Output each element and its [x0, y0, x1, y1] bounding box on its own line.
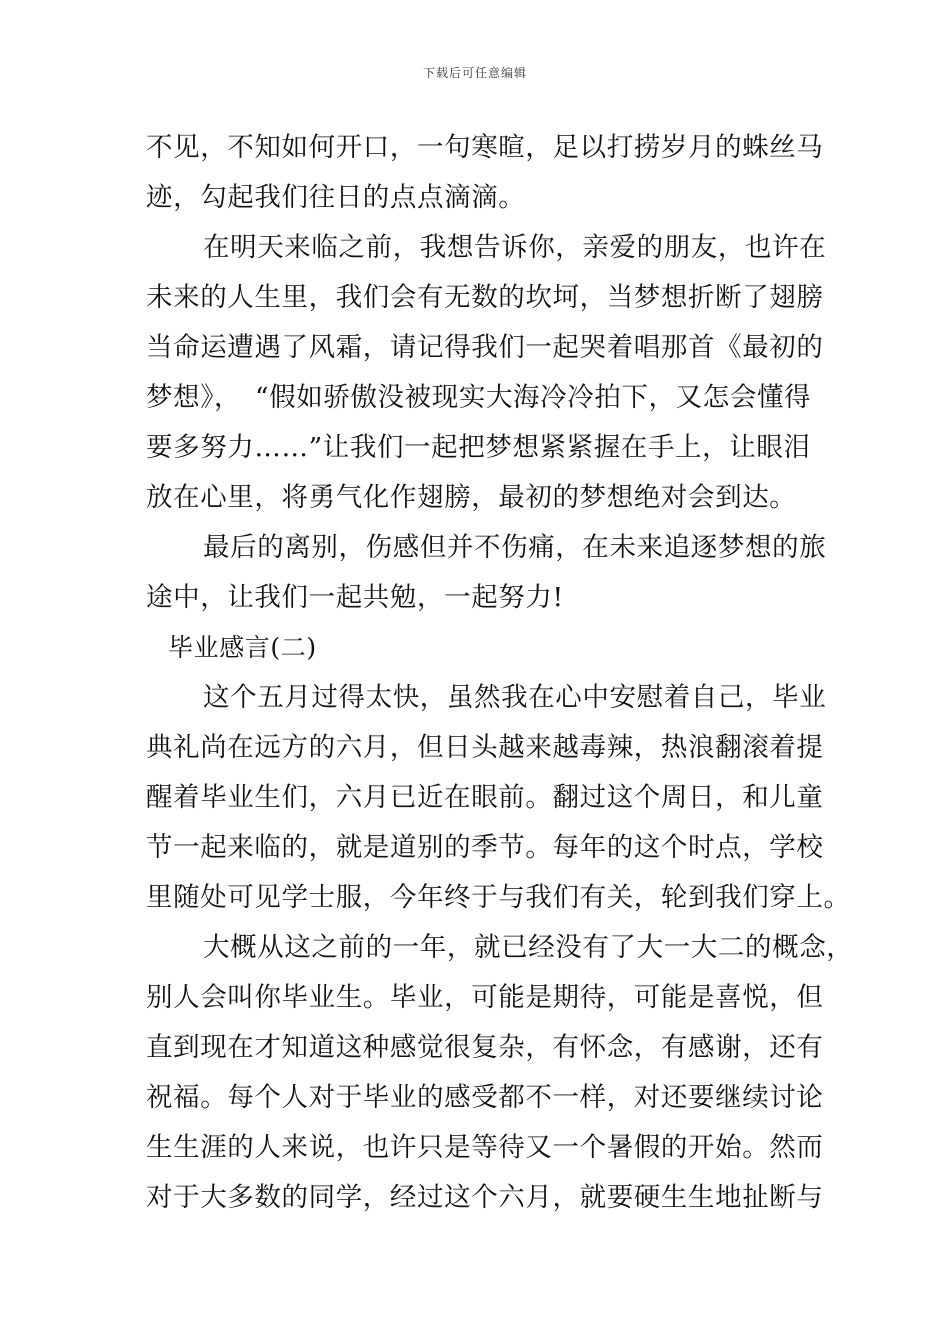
- text-line: 醒着毕业生们，六月已近在眼前。翻过这个周日，和儿童: [146, 782, 824, 813]
- text-line: 祝福。每个人对于毕业的感受都不一样，对还要继续讨论: [146, 1082, 824, 1113]
- text-line: 节一起来临的，就是道别的季节。每年的这个时点，学校: [146, 832, 824, 863]
- text-line: 未来的人生里，我们会有无数的坎坷，当梦想折断了翅膀: [146, 282, 824, 313]
- text-line: 别人会叫你毕业生。毕业，可能是期待，可能是喜悦，但: [146, 982, 824, 1013]
- text-line: 放在心里，将勇气化作翅膀，最初的梦想绝对会到达。: [146, 482, 797, 513]
- paragraph-start-line: 在明天来临之前，我想告诉你，亲爱的朋友，也许在: [203, 232, 827, 263]
- text-line: 迹，勾起我们往日的点点滴滴。: [146, 182, 526, 213]
- text-line: 直到现在才知道这种感觉很复杂，有怀念，有感谢，还有: [146, 1032, 824, 1063]
- text-line: 途中，让我们一起共勉，一起努力!: [146, 582, 564, 613]
- text-line: 典礼尚在远方的六月，但日头越来越毒辣，热浪翻滚着提: [146, 732, 824, 763]
- text-line: 生生涯的人来说，也许只是等待又一个暑假的开始。然而: [146, 1132, 824, 1163]
- section-heading: 毕业感言(二): [168, 633, 317, 662]
- paragraph-start-line: 大概从这之前的一年，就已经没有了大一大二的概念，: [203, 932, 854, 963]
- paragraph-start-line: 这个五月过得太快，虽然我在心中安慰着自己，毕业: [203, 682, 827, 713]
- text-line: 梦想》， “假如骄傲没被现实大海冷冷拍下，又怎会懂得: [146, 382, 812, 413]
- text-line: 要多努力……”让我们一起把梦想紧紧握在手上，让眼泪: [146, 432, 811, 463]
- text-line: 当命运遭遇了风霜，请记得我们一起哭着唱那首《最初的: [146, 332, 824, 363]
- text-line: 对于大多数的同学，经过这个六月，就要硬生生地扯断与: [146, 1182, 824, 1213]
- text-line: 里随处可见学士服，今年终于与我们有关，轮到我们穿上。: [146, 882, 851, 913]
- text-line: 不见，不知如何开口，一句寒暄，足以打捞岁月的蛛丝马: [146, 132, 824, 163]
- page-header-note: 下载后可任意编辑: [422, 66, 527, 80]
- paragraph-start-line: 最后的离别，伤感但并不伤痛，在未来追逐梦想的旅: [203, 532, 827, 563]
